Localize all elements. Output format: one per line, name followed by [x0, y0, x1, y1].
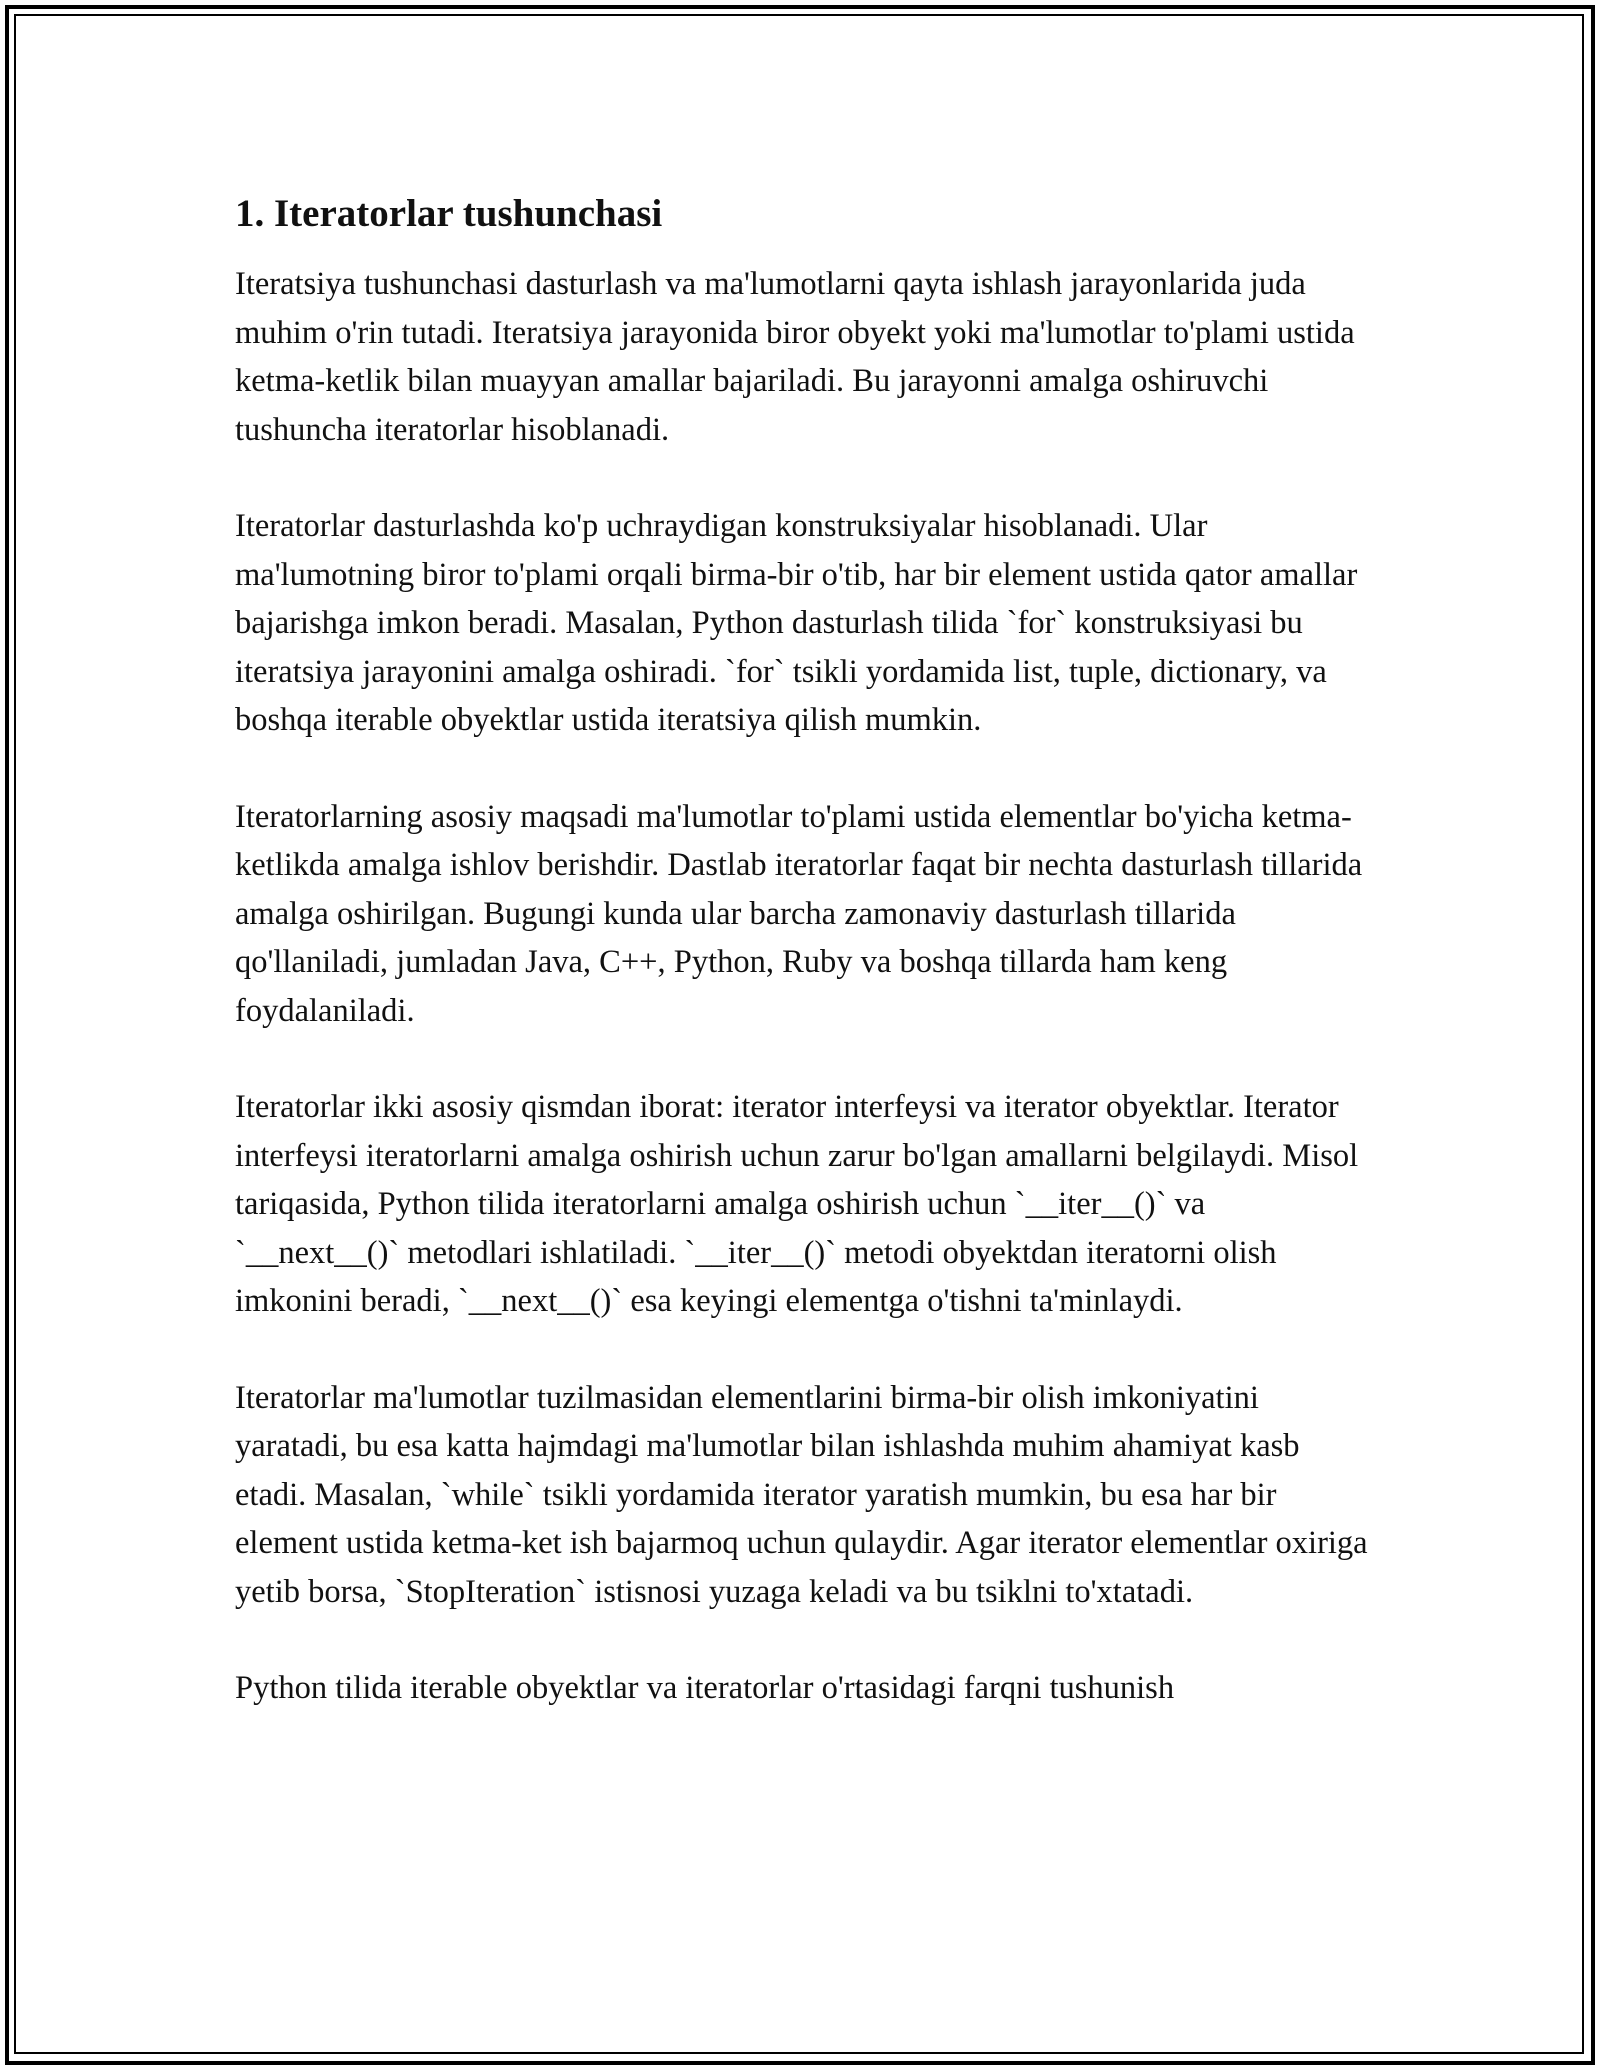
paragraph-4: Iteratorlar ikki asosiy qismdan iborat: iterator interfeysi va iterator obyektlar. Iterator interfeysi iteratorlarni amalga oshirish uchun zarur bo'lgan amallarni belgilaydi. Misol tariqasida, Python tilida iteratorlarni amalga oshirish uchun `__iter__()` va `__next__()` metodlari ishlatiladi. `__iter__()` metodi obyektdan iteratorni olish imkonini beradi, `__next__()` esa keyingi elementga o'tishni ta'minlaydi.	[235, 1089, 1359, 1319]
paragraph-6: Python tilida iterable obyektlar va iteratorlar o'rtasidagi farqni tushunish	[235, 1670, 1175, 1706]
section-heading: 1. Iteratorlar tushunchasi	[235, 192, 663, 235]
paragraph-3: Iteratorlarning asosiy maqsadi ma'lumotlar to'plami ustida elementlar bo'yicha ketma-ketlikda amalga ishlov berishdir. Dastlab iteratorlar faqat bir nechta dasturlash tillarida amalga oshirilgan. Bugungi kunda ular barcha zamonaviy dasturlash tillarida qo'llaniladi, jumladan Java, C++, Python, Ruby va boshqa tillarda ham keng foydalaniladi.	[235, 798, 1363, 1029]
paragraph-5: Iteratorlar ma'lumotlar tuzilmasidan elementlarini birma-bir olish imkoniyatini yaratadi, bu esa katta hajmdagi ma'lumotlar bilan ishlashda muhim ahamiyat kasb etadi. Masalan, `while` tsikli yordamida iterator yaratish mumkin, bu esa har bir element ustida ketma-ket ish bajarmoq uchun qulaydir. Agar iterator elementlar oxiriga yetib borsa, `StopIteration` istisnosi yuzaga keladi va bu tsiklni to'xtatadi.	[235, 1379, 1368, 1610]
document-body	[235, 186, 1375, 1761]
paragraph-1: Iteratsiya tushunchasi dasturlash va ma'lumotlarni qayta ishlash jarayonlarida juda muhim o'rin tutadi. Iteratsiya jarayonida biror obyekt yoki ma'lumotlar to'plami ustida ketma-ketlik bilan muayyan amallar bajariladi. Bu jarayonni amalga oshiruvchi tushuncha iteratorlar hisoblanadi.	[235, 266, 1355, 448]
paragraph-2: Iteratorlar dasturlashda ko'p uchraydigan konstruksiyalar hisoblanadi. Ular ma'lumotning biror to'plami orqali birma-bir o'tib, har bir element ustida qator amallar bajarishga imkon beradi. Masalan, Python dasturlash tilida `for` konstruksiyasi bu iteratsiya jarayonini amalga oshiradi. `for` tsikli yordamida list, tuple, dictionary, va boshqa iterable obyektlar ustida iteratsiya qilish mumkin.	[235, 508, 1358, 738]
